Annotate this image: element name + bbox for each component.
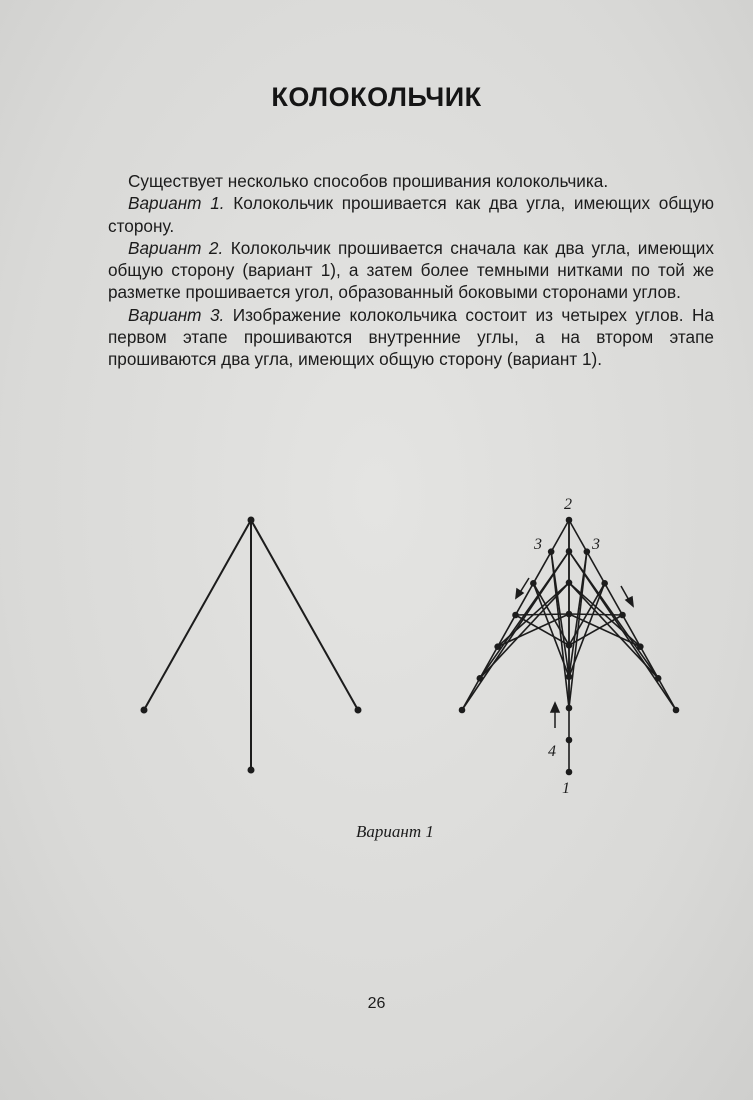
page-title: КОЛОКОЛЬЧИК [271,82,482,112]
label-stem: 4 [548,743,556,760]
stem-dot [566,642,573,649]
right-end-dot [355,707,362,714]
marking-diagram [130,505,370,785]
right-side-dot [655,675,662,682]
stem-dot [566,705,573,712]
bottom-dot [566,769,573,776]
figure-caption: Вариант 1 [356,822,434,841]
variant3-paragraph [108,304,714,371]
right-side-dot [619,612,626,619]
left-side-line [144,520,251,710]
variant2-text: Колокольчик прошивается сначала как два угла, имеющих общую сторону (вариант 1), а затем более темными нитками по той же разметке прошивается угол, образованный боковыми сторонами углов. [108,237,714,303]
body-text [108,170,714,371]
stem-dot [566,673,573,680]
stem-end-dot [248,767,255,774]
apex-dot [248,517,255,524]
variant1-text: Колокольчик прошивается как два угла, имеющих общую сторону. [108,193,714,236]
label-right-side: 3 [592,536,600,553]
stitched-bell-diagram [445,490,695,800]
label-bottom: 1 [562,780,570,797]
variant3-text: Изображение колокольчика состоит из четырех углов. На первом этапе прошиваются внутренние углы, а на втором этапе прошиваются два угла, имеющих общую сторону (вариант 1). [108,304,714,370]
page-number: 26 [367,995,386,1012]
arrow-up-icon [551,703,559,728]
label-left-side: 3 [534,536,542,553]
intro-paragraph [108,170,714,192]
variant2-lead: Вариант 2. [128,237,224,258]
right-side-dot [637,643,644,650]
stem-dot [566,611,573,618]
intro-text: Существует несколько способов прошивания колокольчика. [128,171,609,191]
left-side-dot [530,580,537,587]
stem-lower-dot [566,737,573,744]
right-side-dot [601,580,608,587]
right-side-dot [584,548,591,555]
label-apex: 2 [564,496,572,513]
right-side-dot [673,707,680,714]
left-end-dot [141,707,148,714]
left-side-dot [477,675,484,682]
left-side-dot [459,707,466,714]
variant2-paragraph [108,237,714,304]
left-side-dot [548,548,555,555]
variant1-paragraph [108,192,714,237]
variant1-lead: Вариант 1. [128,193,225,214]
arrow-right-icon [621,586,633,606]
left-side-dot [566,517,573,524]
stem-dot [566,579,573,586]
variant3-lead: Вариант 3. [128,304,225,325]
stem-dot [566,548,573,555]
left-side-dot [494,643,501,650]
left-side-dot [512,612,519,619]
right-side-line [251,520,358,710]
